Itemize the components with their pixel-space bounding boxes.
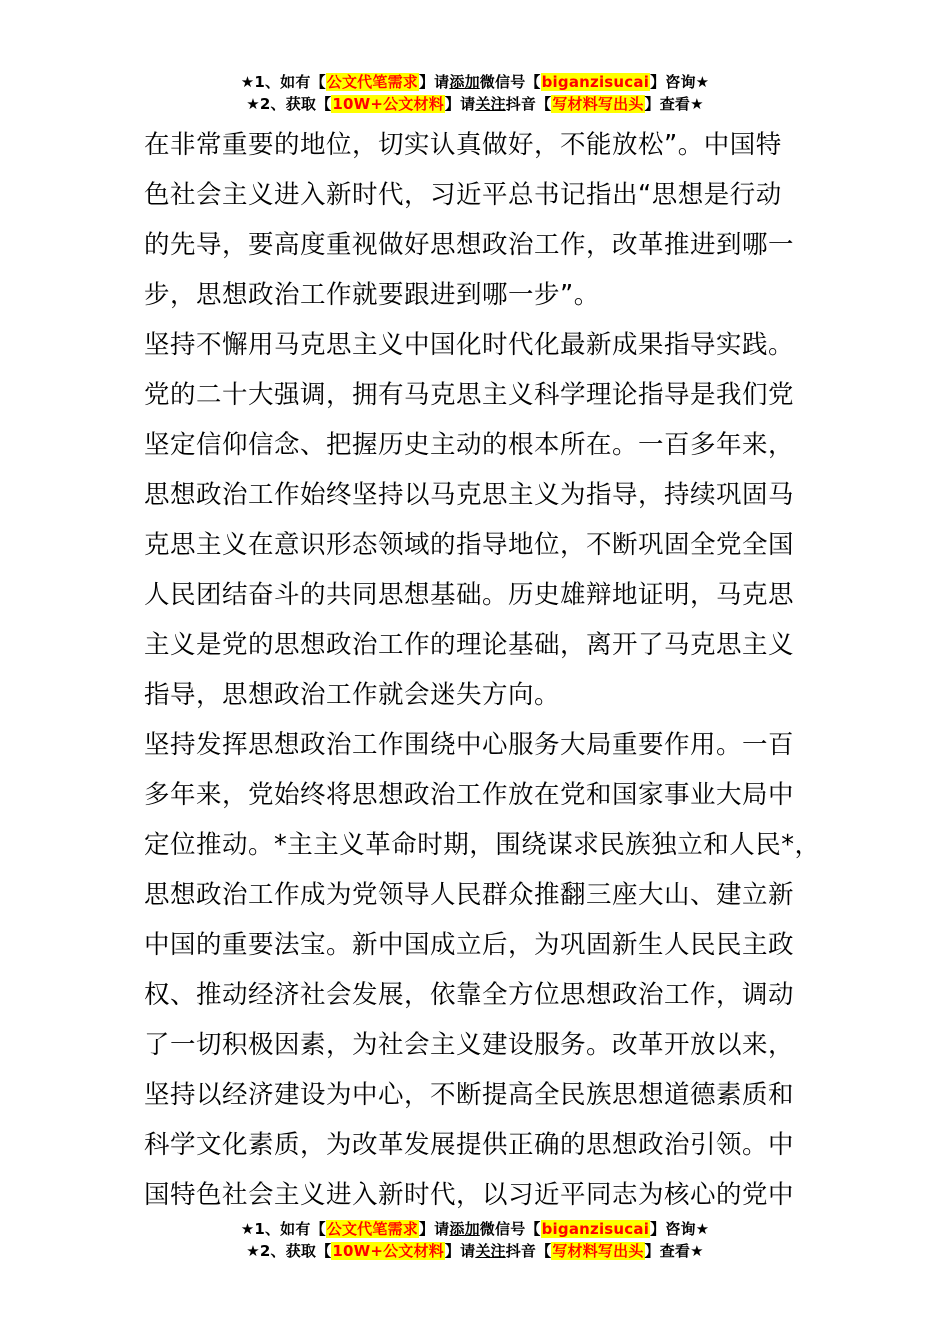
text-line: 中国的重要法宝。新中国成立后，为巩固新生人民民主政 xyxy=(144,930,795,960)
text-line: 人民团结奋斗的共同思想基础。历史雄辩地证明，马克思 xyxy=(144,580,795,610)
text-line: 主义是党的思想政治工作的理论基础，离开了马克思主义 xyxy=(144,630,795,660)
banner-text: 微信号【 xyxy=(479,73,541,91)
text-line: 在非常重要的地位，切实认真做好，不能放松”。中国特 xyxy=(144,130,782,160)
text-line: 思想政治工作成为党领导人民群众推翻三座大山、建立新 xyxy=(144,880,795,910)
banner-text: ★2、获取【 xyxy=(246,1242,332,1260)
banner-text: 】请 xyxy=(444,95,476,113)
banner-text: 】请 xyxy=(444,1242,476,1260)
banner-text: 微信号【 xyxy=(479,1220,541,1238)
underlined-add: 添加 xyxy=(449,73,480,91)
text-line: 指导，思想政治工作就会迷失方向。 xyxy=(144,680,561,710)
banner-text: ★1、如有【 xyxy=(240,73,326,91)
banner-line-1 xyxy=(0,1218,950,1240)
text-line: 党的二十大强调，拥有马克思主义科学理论指导是我们党 xyxy=(144,380,795,410)
banner-text: ★1、如有【 xyxy=(240,1220,326,1238)
banner-text: ★2、获取【 xyxy=(246,95,332,113)
paragraph-heading-line: 坚持不懈用马克思主义中国化时代化最新成果指导实践。 xyxy=(144,330,795,360)
highlight-materials: 10W+公文材料 xyxy=(332,95,444,113)
highlight-douyin: 写材料写出头 xyxy=(552,1242,644,1260)
text-line: 了一切积极因素，为社会主义建设服务。改革开放以来， xyxy=(144,1030,795,1060)
header-banner xyxy=(0,71,950,115)
text-line: 步，思想政治工作就要跟进到哪一步”。 xyxy=(144,280,600,310)
banner-text: 】查看★ xyxy=(644,95,704,113)
banner-text: 抖音【 xyxy=(505,1242,552,1260)
text-line: 的先导，要高度重视做好思想政治工作，改革推进到哪一 xyxy=(144,230,795,260)
highlight-materials: 10W+公文材料 xyxy=(332,1242,444,1260)
underlined-add: 添加 xyxy=(449,1220,480,1238)
text-line: 色社会主义进入新时代，习近平总书记指出“思想是行动 xyxy=(144,180,782,210)
banner-text: 】咨询★ xyxy=(650,73,710,91)
banner-text: 抖音【 xyxy=(505,95,552,113)
text-line: 科学文化素质，为改革发展提供正确的思想政治引领。中 xyxy=(144,1130,795,1160)
text-line: 坚持以经济建设为中心，不断提高全民族思想道德素质和 xyxy=(144,1080,795,1110)
banner-line-1 xyxy=(0,71,950,93)
underlined-follow: 关注 xyxy=(475,1242,506,1260)
banner-text: 】咨询★ xyxy=(650,1220,710,1238)
text-line: 坚定信仰信念、把握历史主动的根本所在。一百多年来， xyxy=(144,430,795,460)
highlight-ghostwriting: 公文代笔需求 xyxy=(326,1220,418,1238)
banner-text: 】查看★ xyxy=(644,1242,704,1260)
paragraph-heading-line: 坚持发挥思想政治工作围绕中心服务大局重要作用。一百 xyxy=(144,730,795,760)
highlight-wechat-id: biganzisucai xyxy=(541,1220,650,1238)
banner-line-2 xyxy=(0,1240,950,1262)
highlight-douyin: 写材料写出头 xyxy=(552,95,644,113)
banner-text: 】请 xyxy=(418,73,450,91)
banner-line-2 xyxy=(0,93,950,115)
banner-text: 】请 xyxy=(418,1220,450,1238)
text-line: 国特色社会主义进入新时代，以习近平同志为核心的党中 xyxy=(144,1180,795,1210)
text-line: 多年来，党始终将思想政治工作放在党和国家事业大局中 xyxy=(144,780,795,810)
document-body xyxy=(144,120,824,1220)
footer-banner xyxy=(0,1218,950,1262)
text-line: 定位推动。*主主义革命时期，围绕谋求民族独立和人民*， xyxy=(144,830,821,860)
highlight-ghostwriting: 公文代笔需求 xyxy=(326,73,418,91)
highlight-wechat-id: biganzisucai xyxy=(541,73,650,91)
text-line: 权、推动经济社会发展，依靠全方位思想政治工作，调动 xyxy=(144,980,795,1010)
underlined-follow: 关注 xyxy=(475,95,506,113)
text-line: 思想政治工作始终坚持以马克思主义为指导，持续巩固马 xyxy=(144,480,795,510)
text-line: 克思主义在意识形态领域的指导地位，不断巩固全党全国 xyxy=(144,530,795,560)
